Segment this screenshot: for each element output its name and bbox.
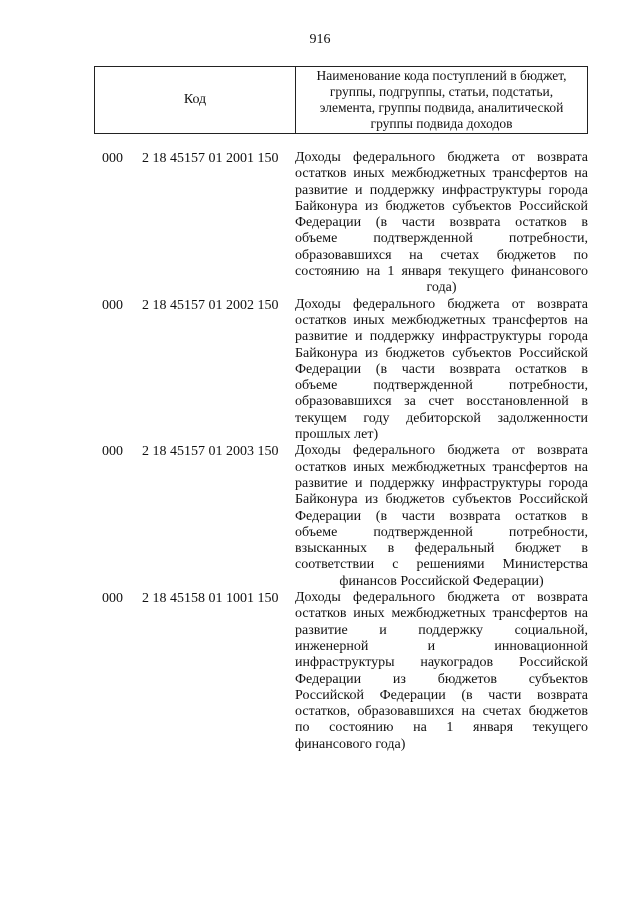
revenue-name-line: финансов Российской Федерации) [339,573,544,589]
header-code-cell: Код [95,67,296,133]
revenue-name-line: Байконура из бюджетов субъектов Российской [295,345,588,361]
revenue-name-line: по состоянию на 1 января текущего [295,720,588,736]
revenue-name-line: объеме подтвержденной потребности, [295,378,588,394]
revenue-name-line: состоянию на 1 января текущего финансового [295,264,588,280]
revenue-name-line: остатков иных межбюджетных трансфертов на [295,459,588,475]
table-row [94,443,588,590]
revenue-name-line: остатков, образовавшихся на счетах бюджетов [295,704,588,720]
revenue-name-line: развитие и поддержку инфраструктуры города [295,475,588,491]
revenue-name-line: образовавшихся на счетах бюджетов по [295,247,588,263]
revenue-name [295,590,588,753]
admin-code: 000 [102,297,123,313]
table-header [94,66,588,134]
revenue-name-line: Российской Федерации (в части возврата [295,687,588,703]
revenue-name-line: инфраструктуры наукоградов Российской [295,655,588,671]
entries-list [94,150,588,753]
revenue-name-line: взысканных в федеральный бюджет в [295,541,588,557]
revenue-name-line: года) [426,280,457,296]
revenue-name [295,150,588,297]
admin-code: 000 [102,444,123,460]
revenue-name-line: Доходы федерального бюджета от возврата [295,443,588,459]
revenue-code: 2 18 45157 01 2003 150 [142,444,279,460]
revenue-name-line: объеме подтвержденной потребности, [295,524,588,540]
revenue-name-line: Доходы федерального бюджета от возврата [295,590,588,606]
revenue-name-line: остатков иных межбюджетных трансфертов на [295,166,588,182]
admin-code: 000 [102,151,123,166]
table-row [94,590,588,753]
revenue-name-line: Байконура из бюджетов субъектов Российской [295,198,588,214]
revenue-name-line: остатков иных межбюджетных трансфертов на [295,606,588,622]
revenue-name-line: инженерной и инновационной [295,638,588,654]
revenue-name-line: Байконура из бюджетов субъектов Российской [295,492,588,508]
revenue-name-line: объеме подтвержденной потребности, [295,231,588,247]
revenue-name-line: развитие и поддержку инфраструктуры города [295,182,588,198]
table-row [94,150,588,297]
page-number: 916 [309,32,331,47]
revenue-name-line: Доходы федерального бюджета от возврата [295,296,588,312]
table-row [94,297,588,444]
revenue-name-line: текущем году дебиторской задолженности [295,410,588,426]
revenue-name-line: развитие и поддержку инфраструктуры города [295,329,588,345]
revenue-name-line: остатков иных межбюджетных трансфертов на [295,312,588,328]
revenue-name-line: развитие и поддержку социальной, [295,622,588,638]
revenue-name-line: Федерации (в части возврата остатков в [295,361,588,377]
revenue-name-line: прошлых лет) [295,427,379,443]
header-name-cell: Наименование кода поступлений в бюджет, группы, подгруппы, статьи, подстатьи, элемента, группы подвида, аналитической группы подвида доходов [316,68,567,131]
admin-code: 000 [102,591,123,607]
revenue-name-line: Доходы федерального бюджета от возврата [295,150,588,165]
revenue-name [295,297,588,444]
revenue-name-line: образовавшихся за счет восстановленной в [295,394,588,410]
revenue-code: 2 18 45158 01 1001 150 [142,591,279,607]
revenue-name-line: Федерации (в части возврата остатков в [295,215,588,231]
revenue-name-line: Федерации (в части возврата остатков в [295,508,588,524]
revenue-name-line: финансового года) [295,736,406,752]
revenue-code: 2 18 45157 01 2001 150 [142,151,279,166]
revenue-name-line: Федерации из бюджетов субъектов [295,671,588,687]
revenue-code: 2 18 45157 01 2002 150 [142,297,279,313]
revenue-name-line: соответствии с решениями Министерства [295,557,588,573]
revenue-name [295,443,588,590]
